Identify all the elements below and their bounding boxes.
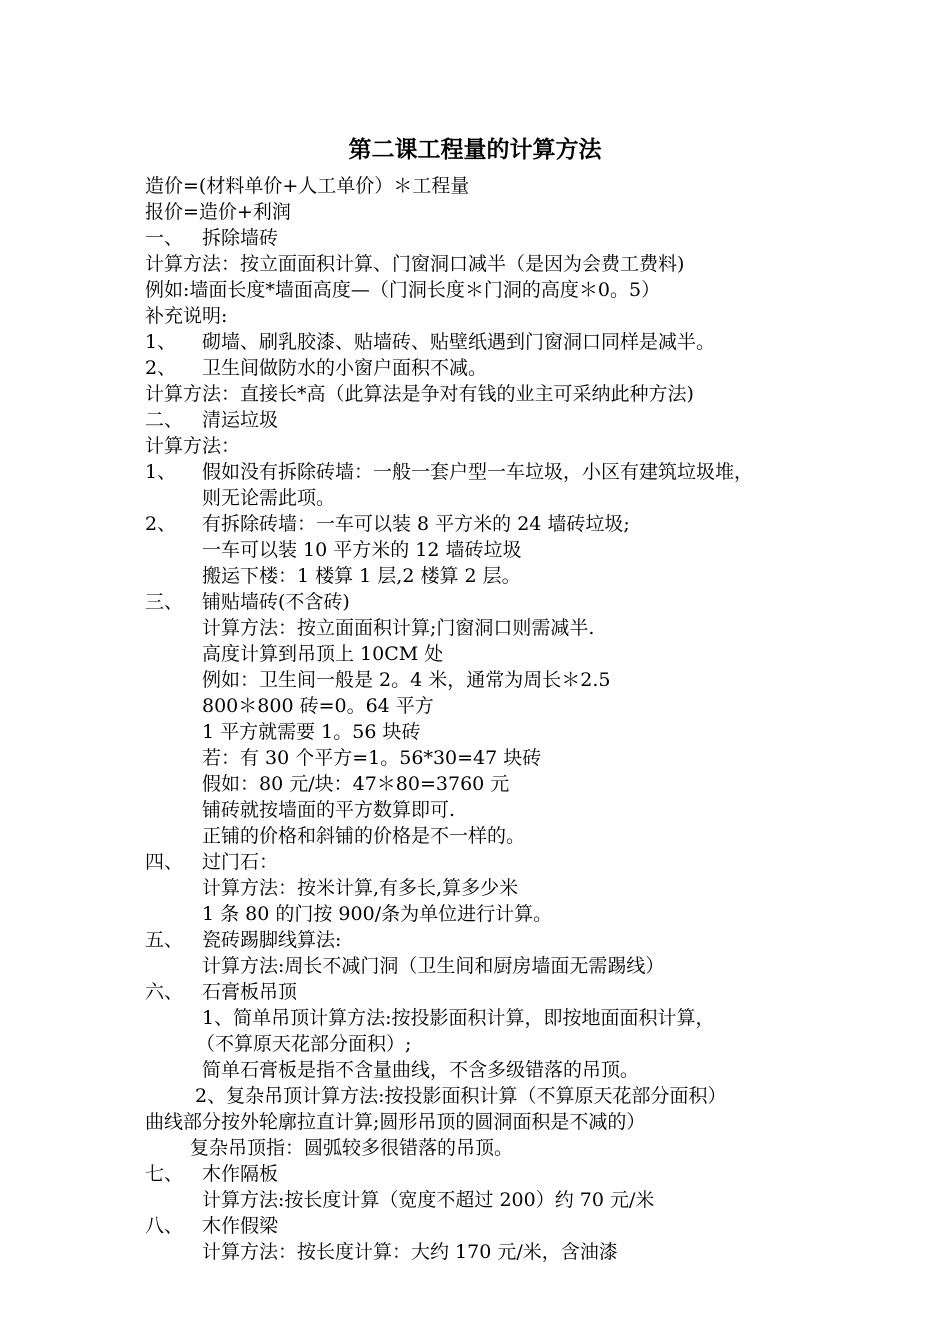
text-line: 铺砖就按墙面的平方数算即可. [202, 799, 456, 821]
text-line: 2、复杂吊顶计算方法:按投影面积计算（不算原天花部分面积） [195, 1085, 727, 1107]
section-number: 四、 [145, 851, 184, 873]
text-line: 计算方法： [145, 435, 241, 457]
text-line: 例如:墙面长度*墙面高度—（门洞长度＊门洞的高度＊0。5） [145, 279, 661, 301]
text-line: 计算方法：直接长*高（此算法是争对有钱的业主可采纳此种方法) [145, 383, 694, 405]
section-heading: 清运垃圾 [202, 409, 279, 431]
list-item: 假如没有拆除砖墙：一般一套户型一车垃圾，小区有建筑垃圾堆， [202, 461, 754, 483]
text-line: 简单石膏板是指不含量曲线，不含多级错落的吊顶。 [202, 1059, 640, 1081]
text-line: 计算方法：按立面面积计算;门窗洞口则需减半. [202, 617, 595, 639]
section-number: 三、 [145, 591, 184, 613]
section-heading: 过门石： [202, 851, 279, 873]
text-line: 计算方法：按立面面积计算、门窗洞口减半（是因为会费工费料) [145, 253, 685, 275]
section-number: 二、 [145, 409, 184, 431]
section-number: 五、 [145, 929, 184, 951]
text-line: 800＊800 砖=0。64 平方 [202, 695, 434, 717]
text-line: （不算原天花部分面积）; [196, 1033, 412, 1055]
list-number: 2、 [145, 357, 177, 379]
text-line: 1 条 80 的门按 900/条为单位进行计算。 [202, 903, 553, 925]
text-line: 若：有 30 个平方=1。56*30=47 块砖 [202, 747, 542, 769]
page-title: 第二课工程量的计算方法 [348, 136, 602, 163]
list-item: 卫生间做防水的小窗户面积不减。 [202, 357, 488, 379]
list-number: 1、 [145, 331, 177, 353]
list-item: 有拆除砖墙：一车可以装 8 平方米的 24 墙砖垃圾; [202, 513, 630, 535]
text-line: 1、简单吊顶计算方法:按投影面积计算，即按地面面积计算， [202, 1007, 715, 1029]
text-line: 假如：80 元/块：47＊80=3760 元 [202, 773, 510, 795]
section-heading: 瓷砖踢脚线算法: [202, 929, 342, 951]
section-heading: 铺贴墙砖(不含砖) [202, 591, 350, 613]
text-line: 则无论需此项。 [202, 487, 336, 509]
text-line: 计算方法：按长度计算：大约 170 元/米，含油漆 [202, 1241, 618, 1263]
text-line: 高度计算到吊顶上 10CM 处 [202, 643, 444, 665]
text-line: 搬运下楼：1 楼算 1 层,2 楼算 2 层。 [202, 565, 521, 587]
section-heading: 拆除墙砖 [202, 227, 279, 249]
section-heading: 石膏板吊顶 [202, 981, 298, 1003]
text-line: 正铺的价格和斜铺的价格是不一样的。 [202, 825, 526, 847]
text-line: 计算方法:按长度计算（宽度不超过 200）约 70 元/米 [202, 1189, 655, 1211]
text-line: 例如：卫生间一般是 2。4 米，通常为周长＊2.5 [202, 669, 611, 691]
section-number: 八、 [145, 1215, 184, 1237]
text-line: 补充说明: [145, 305, 228, 327]
section-number: 七、 [145, 1163, 184, 1185]
section-number: 六、 [145, 981, 184, 1003]
text-line: 计算方法:周长不减门洞（卫生间和厨房墙面无需踢线） [202, 955, 665, 977]
section-heading: 木作假梁 [202, 1215, 279, 1237]
text-line: 报价=造价+利润 [145, 201, 291, 223]
section-number: 一、 [145, 227, 184, 249]
text-line: 复杂吊顶指：圆弧较多很错落的吊顶。 [190, 1137, 514, 1159]
list-number: 1、 [145, 461, 177, 483]
text-line: 计算方法：按米计算,有多长,算多少米 [202, 877, 519, 899]
text-line: 造价=(材料单价+人工单价）＊工程量 [145, 175, 470, 197]
list-number: 2、 [145, 513, 177, 535]
text-line: 1 平方就需要 1。56 块砖 [202, 721, 421, 743]
section-heading: 木作隔板 [202, 1163, 279, 1185]
text-line: 一车可以装 10 平方米的 12 墙砖垃圾 [202, 539, 522, 561]
list-item: 砌墙、刷乳胶漆、贴墙砖、贴壁纸遇到门窗洞口同样是减半。 [202, 331, 716, 353]
text-line: 曲线部分按外轮廓拉直计算;圆形吊顶的圆洞面积是不减的） [145, 1111, 646, 1133]
